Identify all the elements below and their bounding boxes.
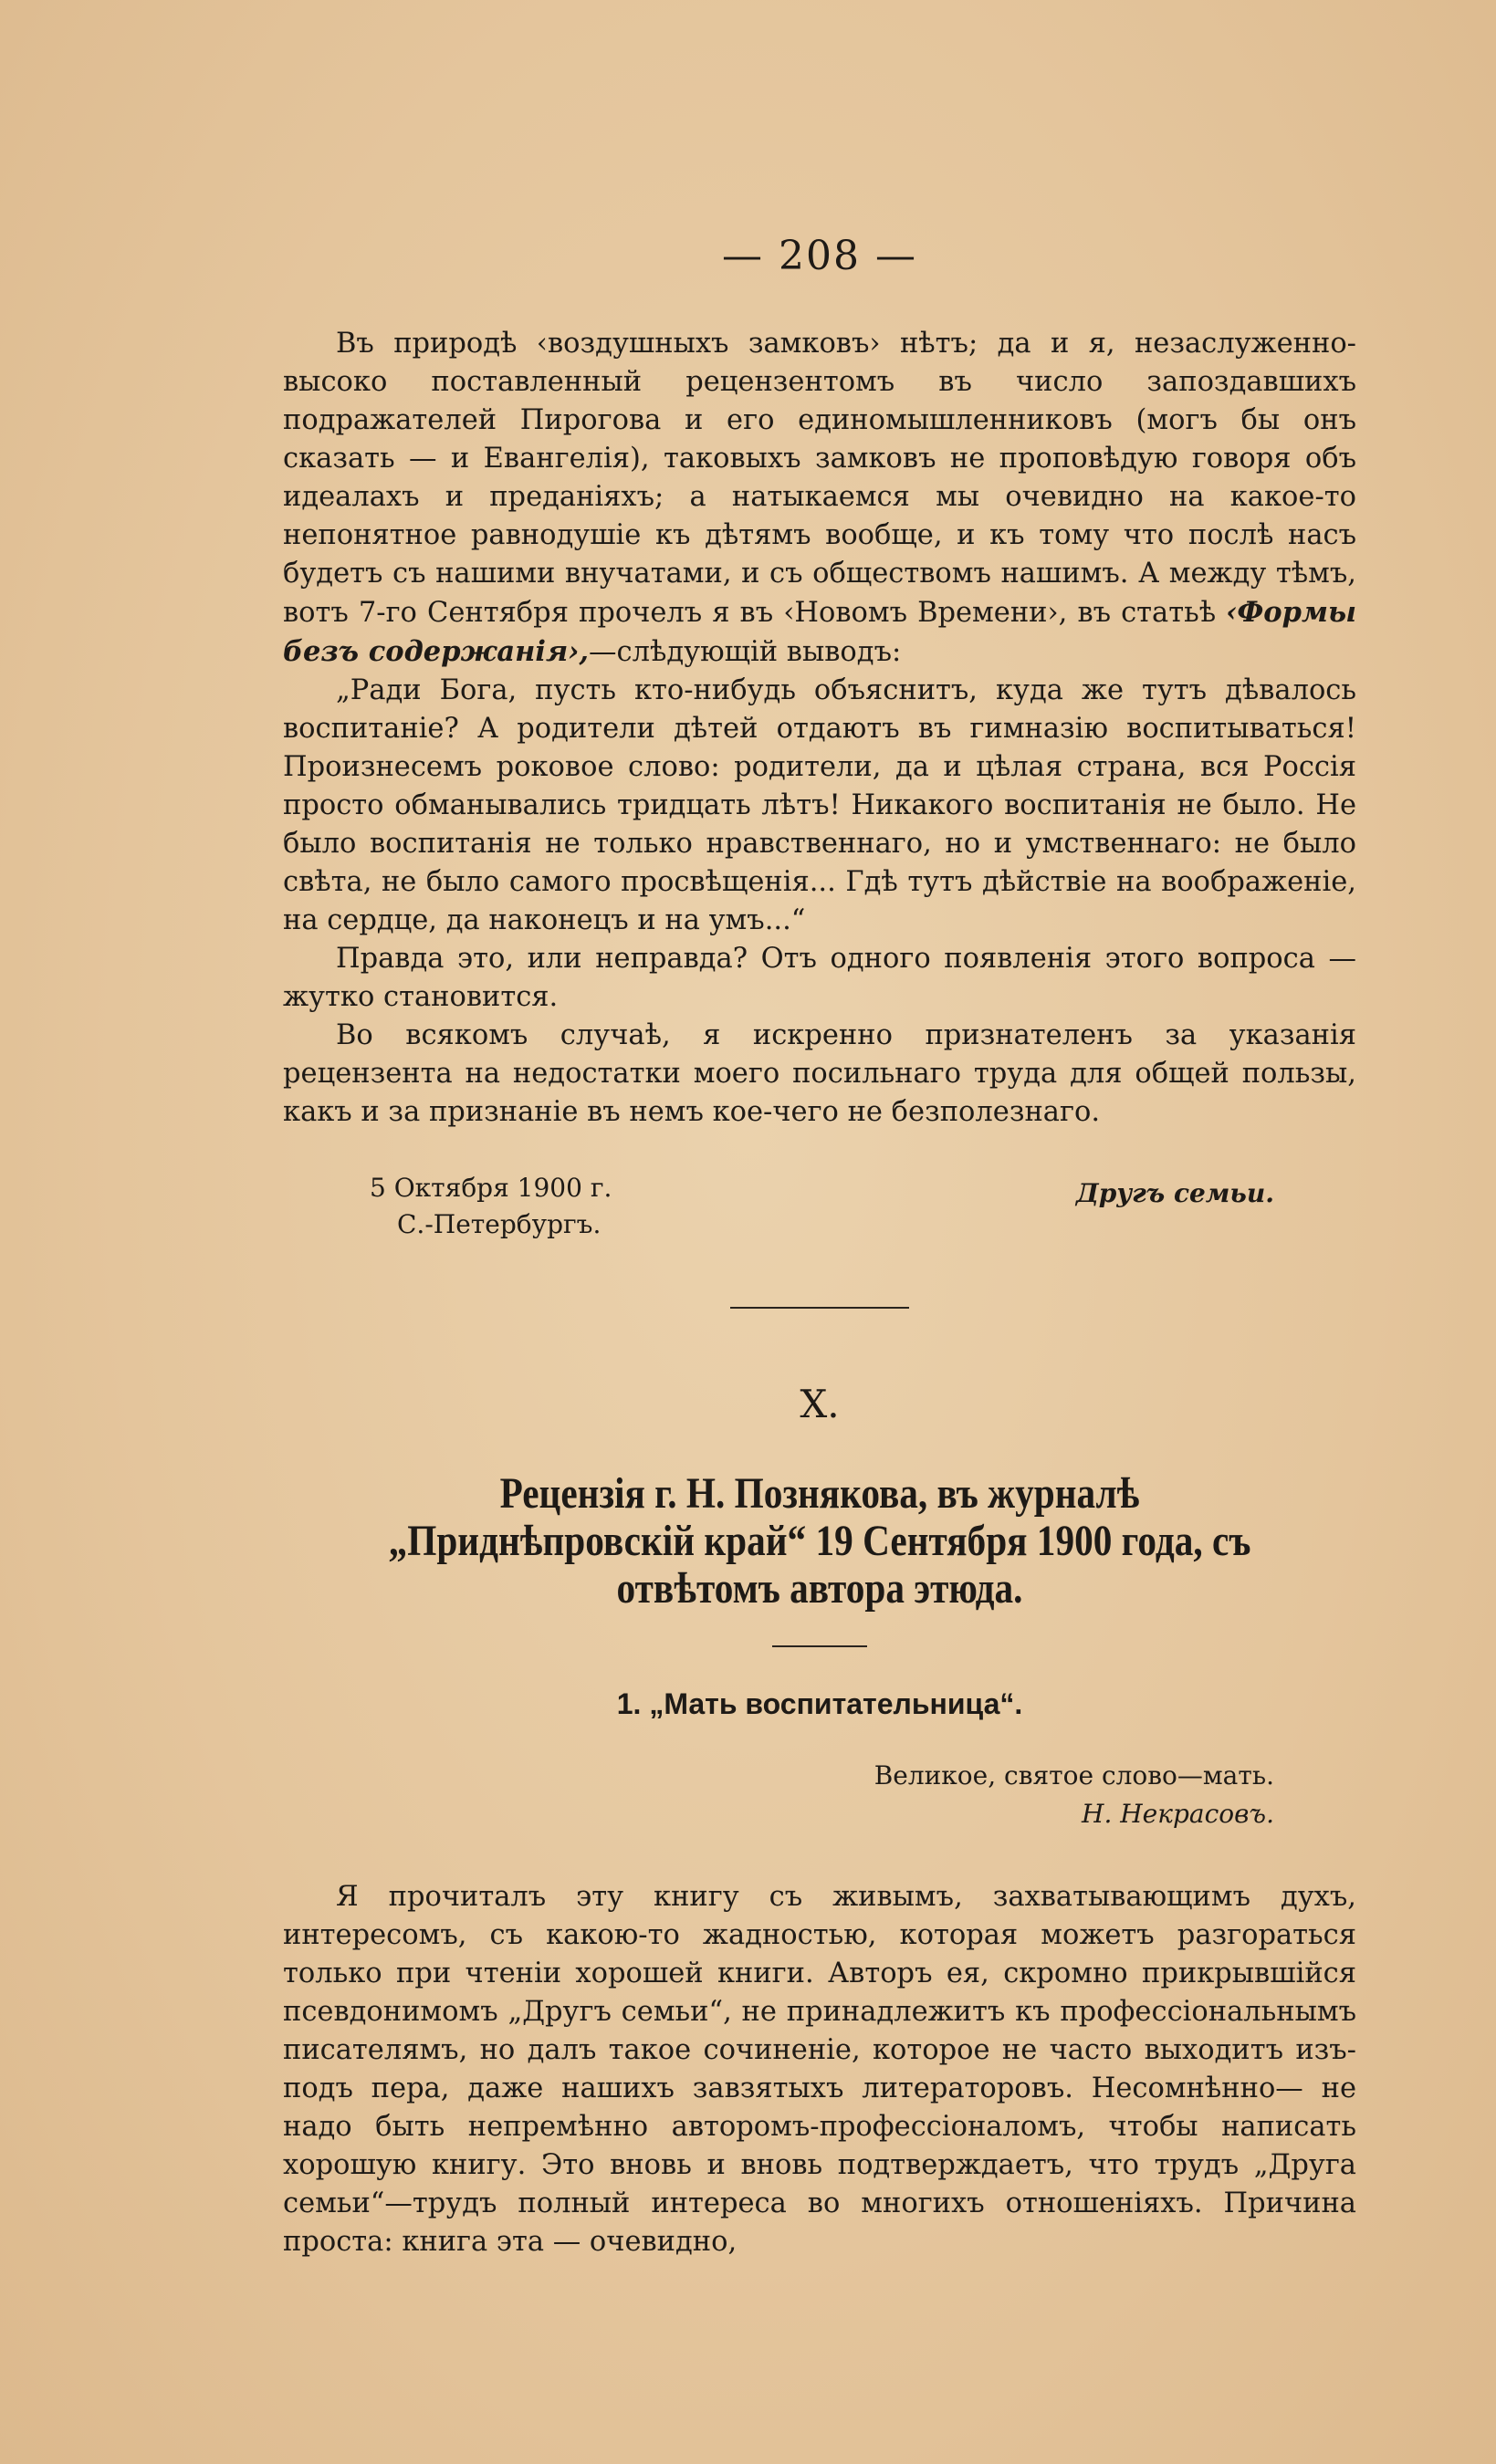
- paragraph-3: Правда это, или неправда? Отъ одного появленія этого вопроса — жутко становится.: [283, 943, 1356, 1013]
- article-title: ‹Формы безъ содержанія›,: [283, 596, 1356, 668]
- paragraph-4: Во всякомъ случаѣ, я искренно признателенъ за указанія рецензента на недостатки моего посильнаго труда для общей пользы, какъ и за признаніе въ немъ кое-чего не безполезнаго.: [283, 1019, 1356, 1128]
- page: [283, 233, 1356, 2261]
- paragraph-1: [283, 325, 1356, 672]
- chapter-title: 1. „Мать воспитательница“.: [616, 1687, 1023, 1720]
- signature-date-place: [283, 1170, 612, 1243]
- title-rule: [772, 1645, 867, 1647]
- epigraph: [283, 1758, 1356, 1832]
- paragraph-1-text: Въ природѣ ‹воздушныхъ замковъ› нѣтъ; да и я, незаслуженно-высоко поставленный рецензентомъ въ число запоздавшихъ подражателей Пирогова и его единомышленниковъ (могъ бы онъ сказать — и Евангелія), таковыхъ замковъ не проповѣдую говоря объ идеалахъ и преданіяхъ; а натыкаемся мы очевидно на какое-то непонятное равнодушіе къ дѣтямъ вообще, и къ тому что послѣ насъ будетъ съ нашими внучатами, и съ обществомъ нашимъ. А между тѣмъ, вотъ 7-го Сентября прочелъ я въ ‹Новомъ Времени›, въ статьѣ: [283, 328, 1356, 629]
- paragraph-quote: „Ради Бога, пусть кто-нибудь объяснитъ, куда же тутъ дѣвалось воспитаніе? А родители дѣтей отдаютъ въ гимназію воспитываться! Произнесемъ роковое слово: родители, да и цѣлая страна, вся Россія просто обманывались тридцать лѣтъ! Никакого воспитанія не было. Не было воспитанія не только нравственнаго, но и умственнаго: не было свѣта, не было самого просвѣщенія... Гдѣ тутъ дѣйствіе на воображеніе, на сердце, да наконецъ и на умъ...“: [283, 674, 1356, 936]
- signature-author: Другъ семьи.: [1075, 1178, 1274, 1208]
- page-number: — 208 —: [722, 233, 917, 279]
- review-body: Я прочиталъ эту книгу съ живымъ, захватывающимъ духъ, интересомъ, съ какою-то жадностью, которая можетъ разгораться только при чтеніи хорошей книги. Авторъ ея, скромно прикрывшійся псевдонимомъ „Другъ семьи“, не принадлежитъ къ профессіональнымъ писателямъ, но далъ такое сочиненіе, которое не часто выходитъ изъ-подъ пера, даже нашихъ завзятыхъ литераторовъ. Несомнѣнно— не надо быть непремѣнно авторомъ-профессіоналомъ, чтобы написать хорошую книгу. Это вновь и вновь подтверждаетъ, что трудъ „Друга семьи“—трудъ полный интереса во многихъ отношеніяхъ. Причина проста: книга эта — очевидно,: [283, 1881, 1356, 2258]
- signature-place: С.-Петербургъ.: [397, 1209, 602, 1239]
- signature-date: 5 Октября 1900 г.: [370, 1173, 612, 1203]
- section-numeral: X.: [800, 1382, 840, 1426]
- divider-rule: [730, 1307, 909, 1309]
- signature-block: [283, 1170, 1356, 1243]
- paragraph-1-tail: —слѣдующій выводъ:: [589, 636, 902, 668]
- epigraph-author: Н. Некрасовъ.: [1082, 1799, 1274, 1829]
- epigraph-text: Великое, святое слово—мать.: [874, 1760, 1274, 1791]
- section-title: Рецензія г. Н. Познякова, въ журналѣ „Приднѣпровскій край“ 19 Сентября 1900 года, съ отвѣтомъ автора этюда.: [388, 1469, 1251, 1613]
